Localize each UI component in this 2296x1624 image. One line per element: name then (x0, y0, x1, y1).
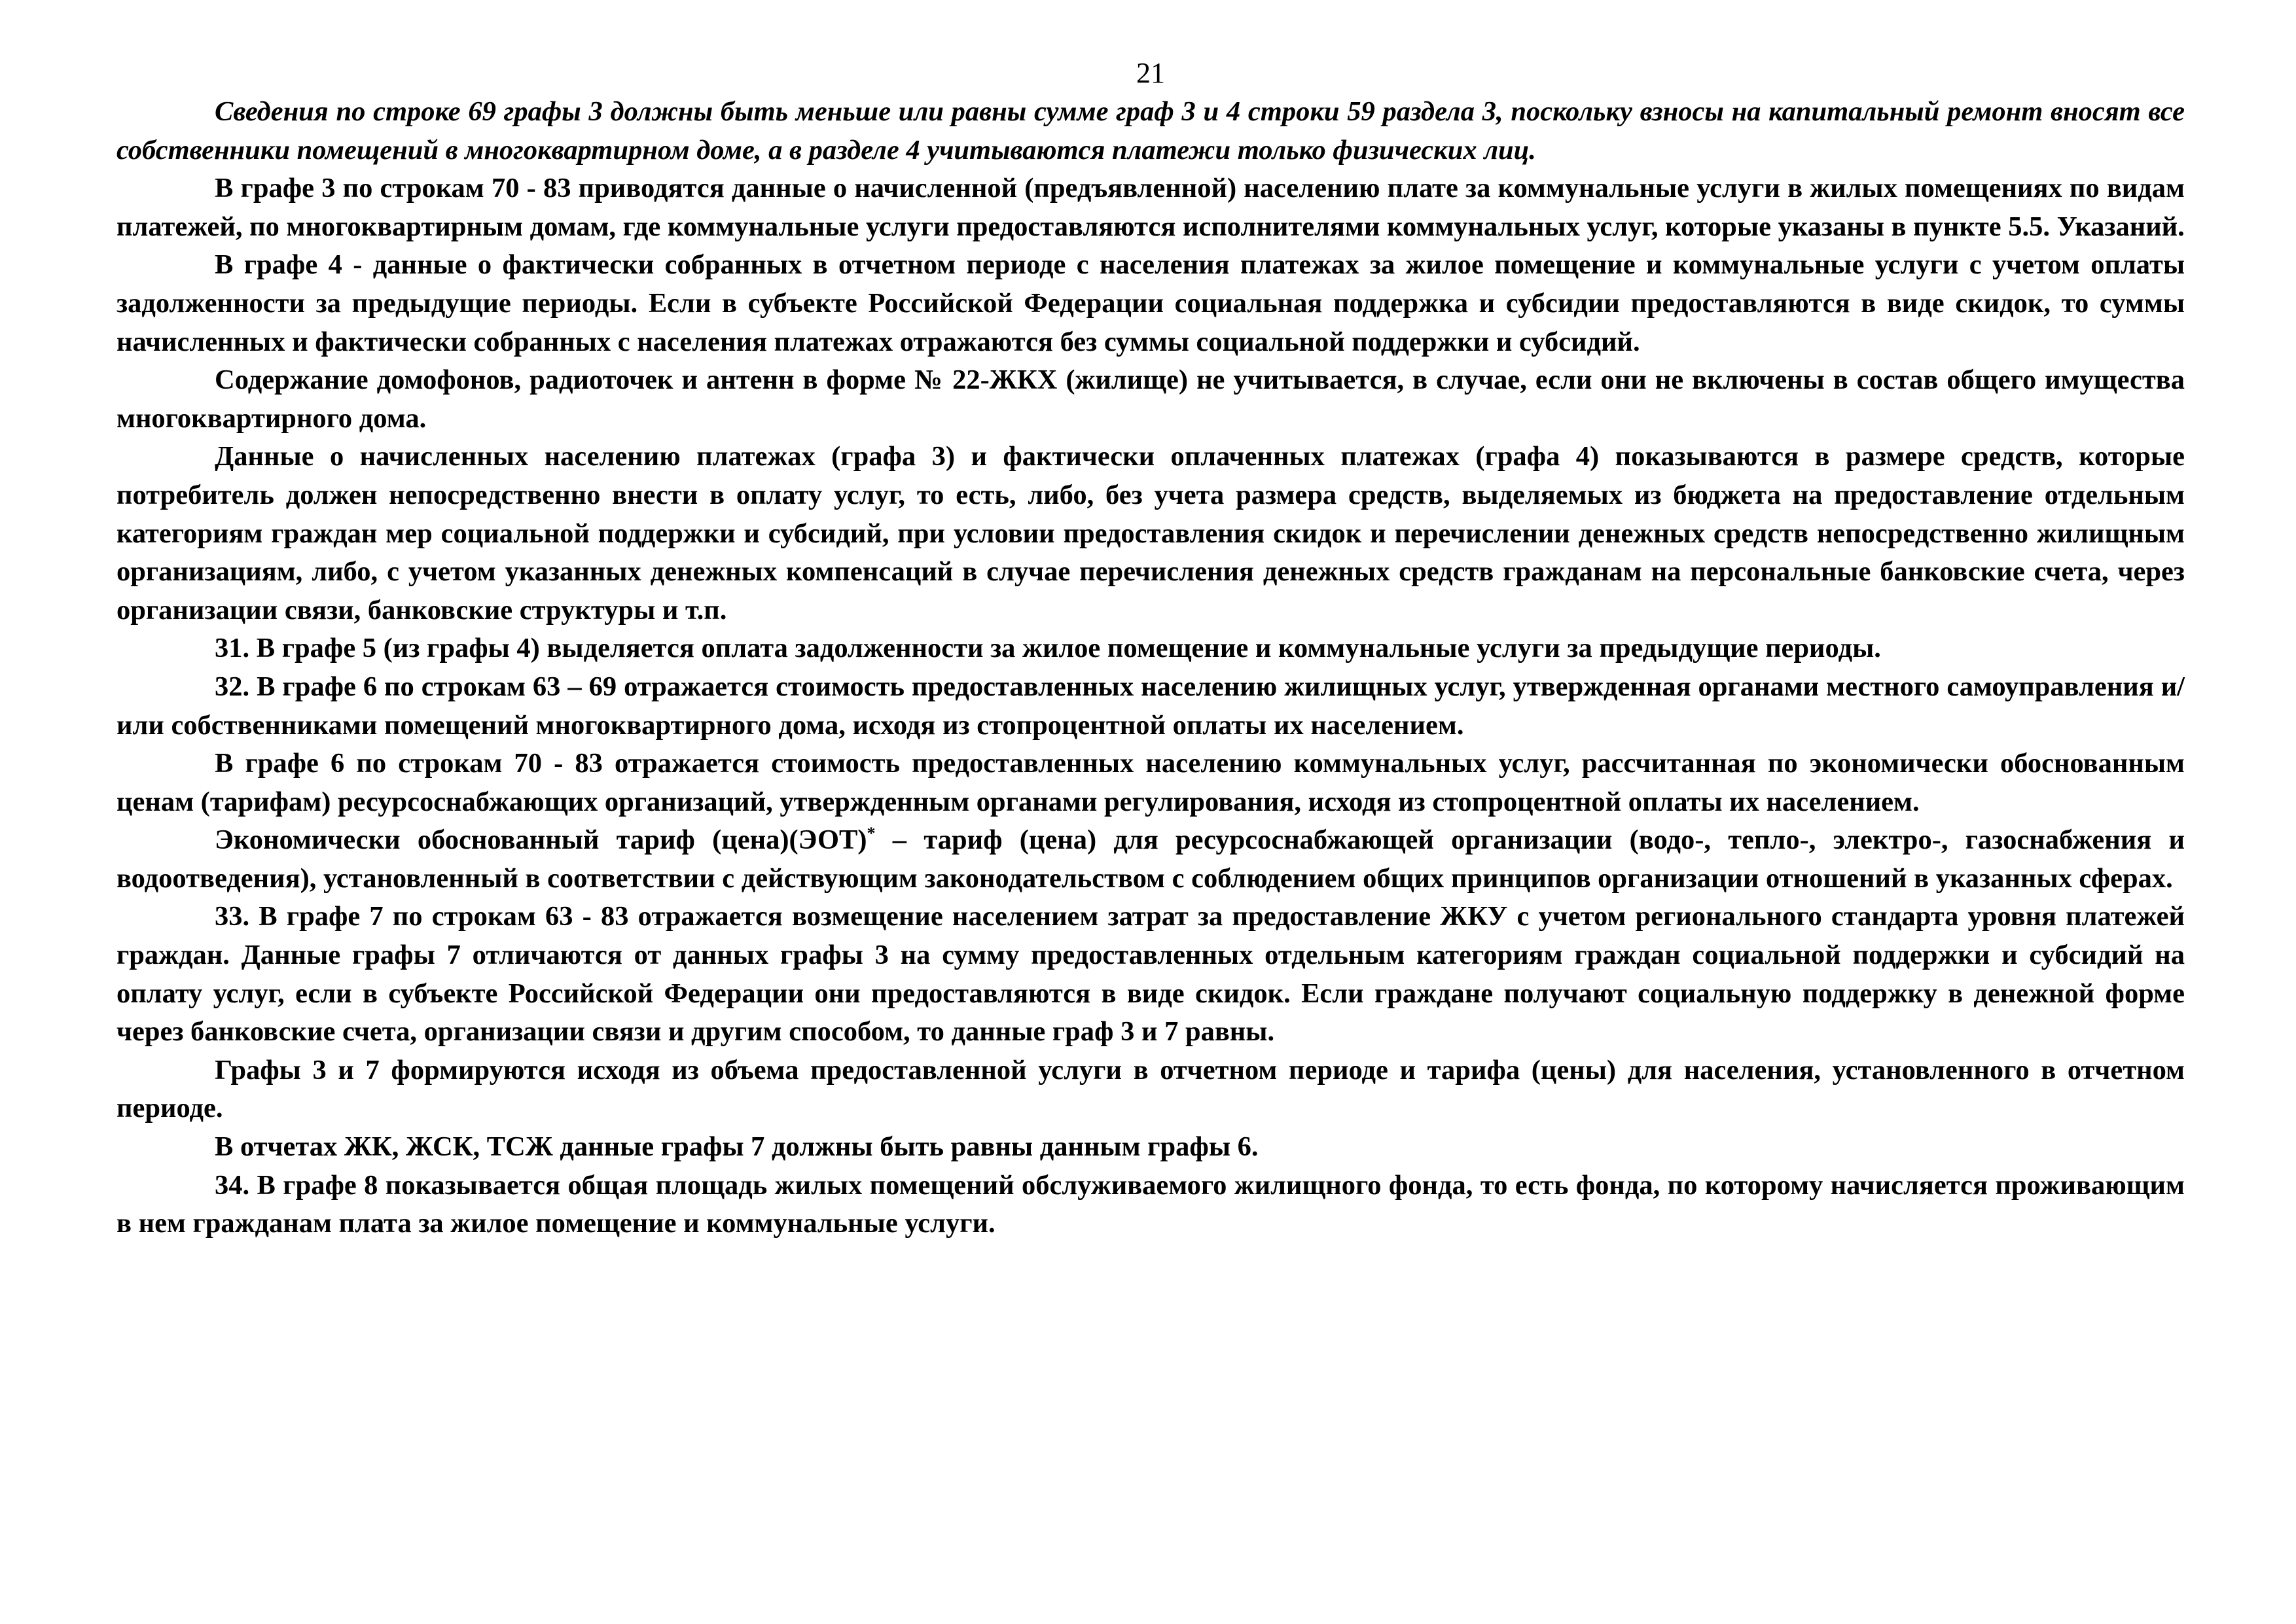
paragraph-intercoms: Содержание домофонов, радиоточек и антенн в форме № 22-ЖКХ (жилище) не учитывается, в случае, если они не включены в состав общего имущества многоквартирного дома. (117, 364, 2185, 434)
paragraph-item-33: 33. В графе 7 по строкам 63 - 83 отражается возмещение населением затрат за предоставление ЖКУ с учетом регионального стандарта уровня платежей граждан. Данные графы 7 отличаются от данных графы 3 на сумму предоставленных отдельным категориям граждан социальной поддержки и субсидий на оплату услуг, если в субъекте Российской Федерации они предоставляются в виде скидок. Если граждане получают социальную поддержку в денежной форме через банковские счета, организации связи и другим способом, то данные граф 3 и 7 равны. (117, 901, 2185, 1048)
paragraph-column-4: В графе 4 - данные о фактически собранных в отчетном периоде с населения платежах за жилое помещение и коммунальные услуги с учетом оплаты задолженности за предыдущие периоды. Если в субъекте Российской Федерации социальная поддержка и субсидии предоставляются в виде скидок, то суммы начисленных и фактически собранных с населения платежах отражаются без суммы социальной поддержки и субсидий. (117, 249, 2185, 357)
paragraph-row-69-note: Сведения по строке 69 графы 3 должны быть меньше или равны сумме граф 3 и 4 строки 59 раздела 3, поскольку взносы на капитальный ремонт вносят все собственники помещений в многоквартирном доме, а в разделе 4 учитываются платежи только физических лиц. (117, 96, 2185, 166)
paragraph-columns-3-7: Графы 3 и 7 формируются исходя из объема предоставленной услуги в отчетном периоде и тарифа (цены) для населения, установленного в отчетном периоде. (117, 1054, 2185, 1124)
paragraph-charged-paid: Данные о начисленных населению платежах (графа 3) и фактически оплаченных платежах (графа 4) показываются в размере средств, которые потребитель должен непосредственно внести в оплату услуг, то есть, либо, без учета размера средств, выделяемых из бюджета на предоставление отдельным категориям граждан мер социальной поддержки и субсидий, при условии предоставления скидок и перечислении денежных средств непосредственно жилищным организациям, либо, с учетом указанных денежных компенсаций в случае перечисления денежных средств гражданам на персональные банковские счета, через организации связи, банковские структуры и т.п. (117, 441, 2185, 626)
paragraph-column-3-rows-70-83: В графе 3 по строкам 70 - 83 приводятся данные о начисленной (предъявленной) населению плате за коммунальные услуги в жилых помещениях по видам платежей, по многоквартирным домам, где коммунальные услуги предоставляются исполнителями коммунальных услуг, которые указаны в пункте 5.5. Указаний. (117, 173, 2185, 242)
paragraph-zhk-reports: В отчетах ЖК, ЖСК, ТСЖ данные графы 7 должны быть равны данным графы 6. (215, 1131, 1259, 1163)
footnote-marker: * (867, 824, 876, 843)
eot-text-before: Экономически обоснованный тариф (цена)(ЭОТ) (215, 824, 867, 856)
paragraph-column-6-rows-70-83: В графе 6 по строкам 70 - 83 отражается стоимость предоставленных населению коммунальных услуг, рассчитанная по экономически обоснованным ценам (тарифам) ресурсоснабжающих организаций, утвержденным органами регулирования, исходя из стопроцентной оплаты их населением. (117, 748, 2185, 817)
paragraph-item-31: 31. В графе 5 (из графы 4) выделяется оплата задолженности за жилое помещение и коммунальные услуги за предыдущие периоды. (215, 633, 1881, 664)
document-page (117, 54, 2185, 1243)
page-number: 21 (1136, 57, 1165, 89)
paragraph-item-34: 34. В графе 8 показывается общая площадь жилых помещений обслуживаемого жилищного фонда, то есть фонда, по которому начисляется проживающим в нем гражданам плата за жилое помещение и коммунальные услуги. (117, 1169, 2185, 1239)
paragraph-eot-definition (117, 821, 2185, 898)
paragraph-item-32: 32. В графе 6 по строкам 63 – 69 отражается стоимость предоставленных населению жилищных услуг, утвержденная органами местного самоуправления и/или собственниками помещений многоквартирного дома, исходя из стопроцентной оплаты их населением. (117, 671, 2185, 741)
eot-text-after: – тариф (цена) для ресурсоснабжающей организации (водо-, тепло-, электро-, газоснабжения и водоотведения), установленный в соответствии с действующим законодательством с соблюдением общих принципов организации отношений в указанных сферах. (117, 824, 2185, 894)
